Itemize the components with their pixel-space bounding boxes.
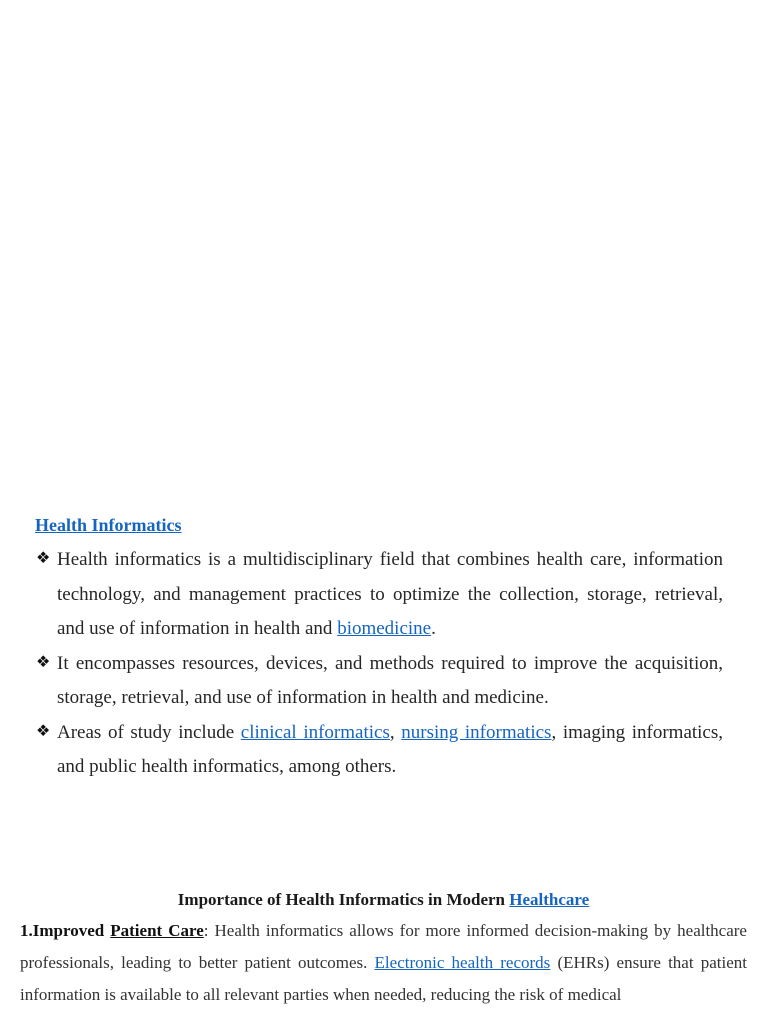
patient-care-link[interactable]: Patient Care xyxy=(110,921,204,940)
health-informatics-heading-link[interactable]: Health Informatics xyxy=(35,515,182,535)
bullet-separator: , xyxy=(389,721,402,743)
bullet-text: Areas of study include xyxy=(57,721,241,743)
diamond-bullet-icon: ❖ xyxy=(36,651,51,671)
list-item xyxy=(35,647,723,716)
paragraph-text: : Health informatics allows for more informed decision-making by healthcare professionals, leading to better patient outcomes. xyxy=(20,921,747,972)
importance-heading xyxy=(20,885,747,915)
electronic-health-records-link[interactable]: Electronic health records xyxy=(374,953,551,972)
importance-section xyxy=(20,885,747,1011)
importance-heading-text: Importance of Health Informatics in Modern xyxy=(177,890,510,909)
improved-patient-care-paragraph xyxy=(20,915,747,1011)
nursing-informatics-link[interactable]: nursing informatics xyxy=(401,721,552,743)
paragraph-lead: 1.Improved xyxy=(20,921,111,940)
biomedicine-link[interactable]: biomedicine xyxy=(337,618,432,639)
section-heading xyxy=(35,511,723,539)
clinical-informatics-link[interactable]: clinical informatics xyxy=(240,721,390,743)
bullet-text-end: . xyxy=(431,618,436,639)
bullet-text: It encompasses resources, devices, and methods required to improve the acquisition, storage, retrieval, and use of information in health and medicine. xyxy=(57,652,723,708)
paragraph-text-cont: (EHRs) ensure that patient information is available to all relevant parties when needed, reducing the risk of medical xyxy=(20,953,748,1004)
diamond-bullet-icon: ❖ xyxy=(36,720,51,740)
bullet-list xyxy=(35,543,723,785)
diamond-bullet-icon: ❖ xyxy=(36,548,51,567)
health-informatics-section xyxy=(35,511,723,785)
bullet-text-end: , imaging informatics, and public health informatics, among others. xyxy=(57,721,724,777)
list-item xyxy=(35,543,723,647)
healthcare-link[interactable]: Healthcare xyxy=(509,890,590,909)
list-item xyxy=(35,716,723,785)
bullet-text: Health informatics is a multidisciplinary field that combines health care, information technology, and management practices to optimize the collection, storage, retrieval, and use of information in health and xyxy=(57,549,723,639)
